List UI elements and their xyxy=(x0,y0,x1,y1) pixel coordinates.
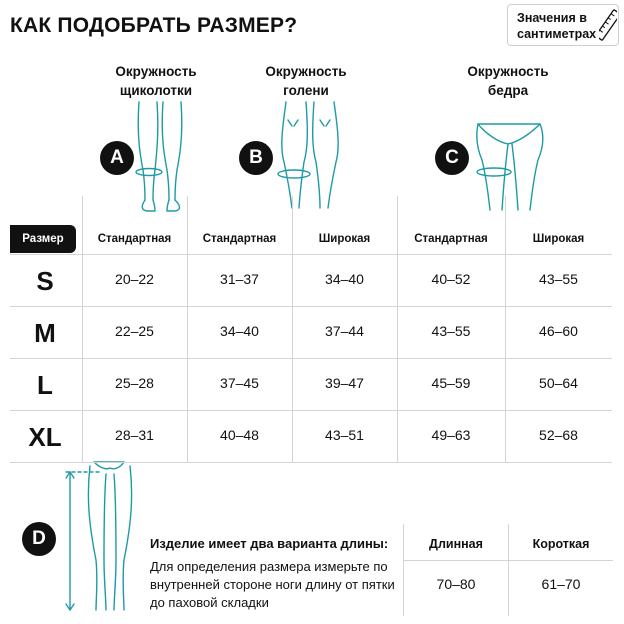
column-header: Широкая xyxy=(532,233,585,245)
size-label: M xyxy=(34,318,56,348)
badge-b: B xyxy=(239,141,273,175)
size-value: 52–68 xyxy=(539,427,578,443)
length-instructions: Для определения размера измерьте по внутренней стороне ноги длину от пятки до паховой складки xyxy=(150,559,395,610)
size-value: 22–25 xyxy=(115,323,154,339)
size-value: 28–31 xyxy=(115,427,154,443)
column-header: Стандартная xyxy=(97,233,172,245)
badge-c: C xyxy=(435,141,469,175)
length-value-short: 61–70 xyxy=(541,576,581,592)
table-grid-line xyxy=(10,358,612,359)
length-column-short: Короткая xyxy=(532,537,590,551)
size-label: S xyxy=(36,266,54,296)
size-value: 43–51 xyxy=(325,427,364,443)
length-column-long: Длинная xyxy=(429,537,483,551)
size-value: 20–22 xyxy=(115,271,154,287)
size-value: 45–59 xyxy=(431,375,471,391)
length-value-long: 70–80 xyxy=(436,576,476,592)
ruler-icon xyxy=(599,9,617,41)
size-value: 43–55 xyxy=(539,271,578,287)
size-value: 40–48 xyxy=(220,427,259,443)
column-header: Стандартная xyxy=(202,233,277,245)
column-header: Широкая xyxy=(318,233,371,245)
table-grid-line xyxy=(10,306,612,307)
measure-label-calf: Окружность голени xyxy=(265,64,347,98)
size-value: 31–37 xyxy=(220,271,259,287)
size-header: Размер xyxy=(10,225,76,253)
page-title: КАК ПОДОБРАТЬ РАЗМЕР? xyxy=(10,14,298,37)
size-value: 49–63 xyxy=(431,427,471,443)
size-label: L xyxy=(37,370,53,400)
units-note-text: Значения в сантиметрах xyxy=(517,11,597,41)
size-value: 25–28 xyxy=(115,375,154,391)
size-label: XL xyxy=(28,422,62,452)
table-grid-line xyxy=(10,462,612,463)
size-value: 37–45 xyxy=(220,375,259,391)
size-value: 34–40 xyxy=(220,323,259,339)
length-heading: Изделие имеет два варианта длины: xyxy=(150,536,389,551)
size-value: 34–40 xyxy=(325,271,364,287)
column-header: Стандартная xyxy=(414,233,488,245)
length-grid-line xyxy=(403,560,613,561)
size-value: 39–47 xyxy=(325,375,364,391)
badge-d: D xyxy=(22,522,56,556)
table-grid-line xyxy=(10,254,612,255)
length-legs-illustration xyxy=(60,460,150,620)
badge-a: A xyxy=(100,141,134,175)
size-value: 43–55 xyxy=(431,323,471,339)
size-value: 46–60 xyxy=(539,323,578,339)
ankle-legs-illustration xyxy=(125,100,195,215)
measure-label-ankle: Окружность щиколотки xyxy=(115,64,197,98)
table-grid-line xyxy=(10,410,612,411)
measure-label-thigh: Окружность бедра xyxy=(467,64,549,98)
size-value: 40–52 xyxy=(431,271,471,287)
units-note xyxy=(507,4,619,46)
size-value: 37–44 xyxy=(325,323,364,339)
size-value: 50–64 xyxy=(539,375,578,391)
